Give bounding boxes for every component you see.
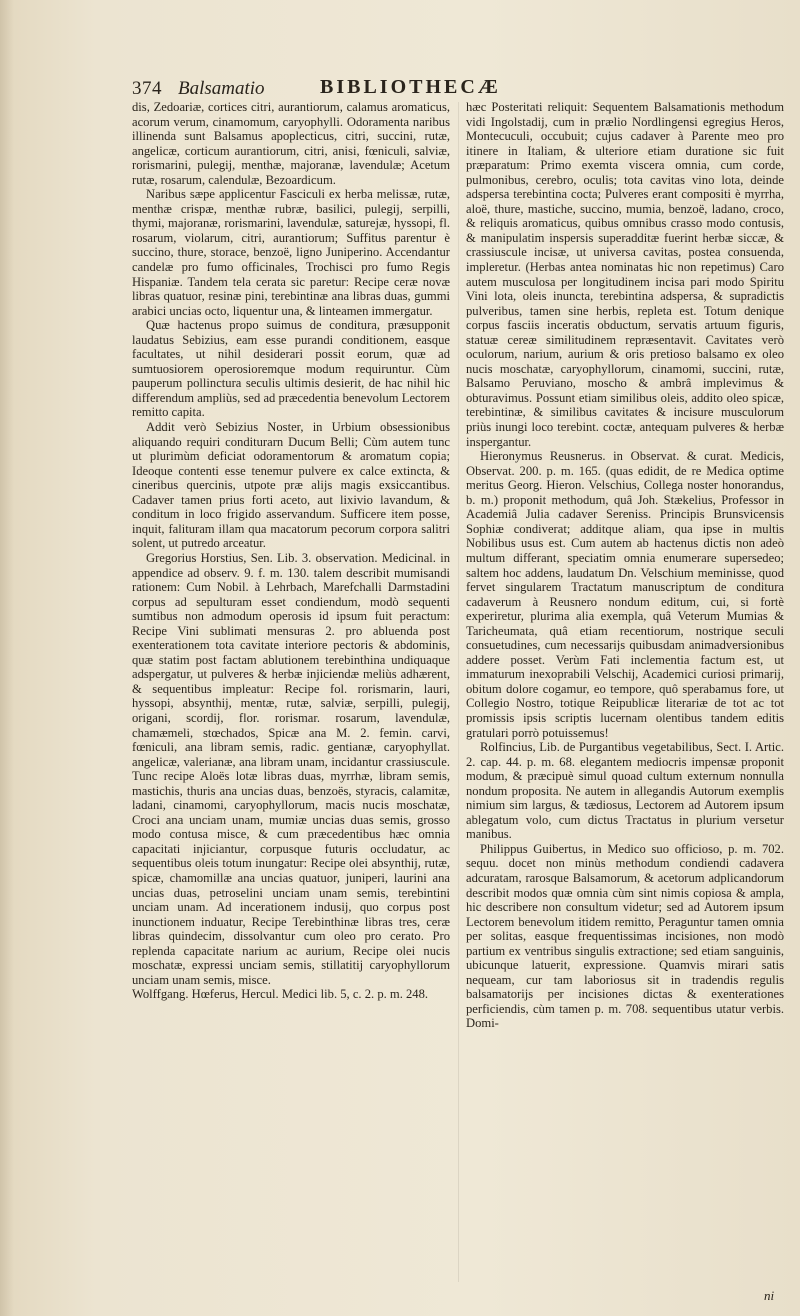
catchword xyxy=(764,1288,790,1302)
right-paragraph-1: hæc Posteritati reliquit: Sequentem Balsamationis methodum vidi Ingolstadij, cum in prælio Nordlingensi egregius Heros, Montecuculi, occubuit; cujus cadaver à Parente meo pro itinere in Italiam, & ulteriore etiam duratione sic fuit præparatum: Primo exemta viscera omnia, cum corde, pulmonibus, cerebro, oculis; tota cavitas vino lota, deinde adspersa terebintina cocta; Pulveres erant compositi è myrrha, aloë, thure, mastiche, succino, mumia, benzoë, ladano, croco, & reliquis aromaticus, quibus omnibus crasso modo contusis, & manipulatim inspersis superadditæ fuerint herbæ siccæ, & crassiuscule incisæ, ut universa cavitas, postea consuenda, impleretur. (Herbas antea nominatas hic non repetimus) Caro autem musculosa per longitudinem incisa pari modo Spiritu Vini lota, oleis inuncta, terebintina adspersa, & supradictis pulveribus, tamen sine herbis, repleta est. Totum denique corpus fasciis inceratis obductum, servatis artuum figuris, statuæ cereæ similitudinem repræsentavit. Cavitates verò oculorum, narium, aurium & oris pretioso balsamo ex oleo nucis moschatæ, caryophyllorum, cinamomi, succini, rutæ, Balsamo Peruviano, moscho & ambrâ implevimus & obturavimus. Possunt etiam similibus oleis, addito oleo spicæ, terebintinæ, & similibus cavitates & incisure musculorum priùs inungi loco terebint. coctæ, antequam pulveres & herbæ inspergantur. xyxy=(466,100,784,449)
right-paragraph-4: Philippus Guibertus, in Medico suo officioso, p. m. 702. sequu. docet non minùs methodum condiendi cadavera adcuratam, rarosque Balsamorum, & acetorum adplicandorum describit modos quæ omnia cùm sint nimis copiosa & ampla, hic describere non consultum videtur; sed ad Autorem ipsum Lectorem benevolum itidem remitto, Peraguntur tamen omnia per solitas, easque frequentissimas incisiones, non modò partium ex ventribus singulis extractione; sed etiam sanguinis, ubicunque latuerit, expressione. Quamvis mirari satis nequeam, cur tam laboriosus sit in tradendis regulis balsamatorijs per incisiones dictas & exenterationes perficiendis, cùm tamen p. m. 708. sequentibus utatur verbis. Domi- xyxy=(466,841,784,1031)
column-gutter xyxy=(458,102,459,1282)
left-paragraph-4: Addit verò Sebizius Noster, in Urbium obsessionibus aliquando requiri conditurarn Ducum Belli; Cùm autem tunc ut plurimùm deficiat odoramentorum & aromatum copia; Ideoque contenti esse tenemur pulvere ex calce extincta, & cineribus quercinis, utpote præ alijs magis exsiccantibus. Cadaver tamen prius forti aceto, aut lixivio lavandum, & conditum in loco frigido asservandum. Sufficere item posse, inquit, falituram illam qua macatorum pecorum corpora salitri solent, ut putredo arceatur. xyxy=(132,420,450,551)
page-number: 374 xyxy=(132,78,162,99)
right-paragraph-2: Hieronymus Reusnerus. in Observat. & curat. Medicis, Observat. 200. p. m. 165. (quas edidit, de re Medica optime meritus Georg. Hieron. Velschius, Collega noster honorandus, b. m.) proponit methodum, quâ Joh. Stækelius, Professor in Academiâ Julia cadaver Sereniss. Principis Brunsvicensis Sophiæ condiverat; additque aliam, qua ipse in multis Nobilibus usus est. Cum autem ab hactenus dictis non adeò multum differant, speciatim omnia enumerare supersedeo; saltem hoc addens, laudatum Dn. Velschium meminisse, quod fervet singularem Tractatum manuscriptum de conditura cadaverum à Reusnero nondum editum, cui, si fortè experiretur, plurima alia exempla, quâ Veterum Mumias & Taricheumata, quâ etiam recentiorum, nostrique seculi consuetudines, cum necessarijs quibusdam animadversionibus addere posset. Verùm Fati inclementia factum est, ut immaturum inexoprabili Velschij, Academici curiosi primarij, obitum dolore cogamur, eo tempore, quô sperabamus fore, ut Collegio Nostro, totique Reipublicæ literariæ de tot ac tot promissis ipsis scriptis lucernam olentibus tandem editis gratulari porrò potuissemus! xyxy=(466,449,784,740)
left-column xyxy=(132,100,450,1002)
left-paragraph-6: Wolffgang. Hœferus, Hercul. Medici lib. 5, c. 2. p. m. 248. xyxy=(132,987,429,1002)
left-paragraph-5: Gregorius Horstius, Sen. Lib. 3. observation. Medicinal. in appendice ad observ. 9. f. m. 130. talem describit mumisandi rationem: Cum Nobil. à Lehrbach, Marefchalli Darmstadini corpus ad sepulturam esset condiendum, modò sequenti sumtibus non admodum operosis id ipsum fuit peractum: Recipe Vini sublimati mensuras 2. pro abluenda post exenterationem tota cavitate interiore pectoris & abdominis, quæ statim post factam ablutionem terebinthina undiquaque adspergatur, ut pulveres & herbæ injiciendæ meliùs adhærent, & sequentibus impleatur: Recipe fol. rorismarin, lauri, hyssopi, absynthij, mentæ, rutæ, salviæ, serpilli, pulegij, origani, scordij, flor. rorismar. rosarum, lavendulæ, chamæmeli, stœchados, Spicæ ana M. 2. femin. carvi, fœniculi, ana libram semis, radic. gentianæ, caryophyllat. angelicæ, valerianæ, ana libram unam, incidantur crassiuscule. Tunc recipe Aloës lotæ libras duas, myrrhæ, libram semis, mastichis, thuris ana uncias duas, benzoës, styracis, calamitæ, ladani, cinamomi, caryophyllorum, macis nucis moschatæ, Croci ana unciam unam, mumiæ uncias duas semis, grosso modo contusa misce, & cum præcedentibus hæc omnia capacitati injiciantur, corpusque futuris occludatur, ac sequentibus oleis totum inungatur: Recipe olei absynthij, rutæ, spicæ, chamomillæ ana uncias quatuor, juniperi, laurini ana uncias duas, petroselini unciam unam semis, terebintini unciam unam. Ad incerationem indusij, quo corpus post inunctionem induatur, Recipe Terebinthinæ libras tres, ceræ libras quindecim, dissolvantur cum oleo pro cerato. Pro replenda capacitate narium ac aurium, Recipe olei nucis moschatæ, expressi unciam semis, stillatitij caryophyllorum unciam unam semis, misce. xyxy=(132,550,450,987)
page-edge-shadow xyxy=(0,0,14,1316)
section-title: BIBLIOTHECÆ xyxy=(320,76,501,98)
left-paragraph-3: Quæ hactenus propo suimus de conditura, præsupponit laudatus Sebizius, eam esse purandi conditionem, easque facultates, ut nihil desiderari possit eorum, quæ ad sumtuosiorem operosioremque modum requiruntur. Cùm pauperum pollinctura seculis ultimis desierit, de hac nihil hic differendum ampliùs, sed ad præcedentia benevolum Lectorem remitto capita. xyxy=(132,318,450,420)
right-column xyxy=(466,100,784,1031)
left-paragraph-1: dis, Zedoariæ, cortices citri, aurantiorum, calamus aromaticus, acorum verum, cinamomum, caryophylli. Odoramenta naribus illinenda sunt Balsamus apoplecticus, citri, succini, rutæ, angelicæ, corticum aurantiorum, citri, anisi, fœniculi, salviæ, rorismarini, pulegij, menthæ, majoranæ, lavendulæ; Acetum rutæ, rosarum, calendulæ, Bezoardicum. xyxy=(132,100,450,187)
right-paragraph-3: Rolfincius, Lib. de Purgantibus vegetabilibus, Sect. I. Artic. 2. cap. 44. p. m. 68. elegantem mediocris impensæ proponit modum, & præcipuè simul quoad cultum externum nonnulla nondum proposita. Ne autem in allegandis Autorum exemplis nimium sim largus, & tædiosus, Lectorem ad Autorem ipsum ablegatum volo, cum dictus Tractatus in plurium versetur manibus. xyxy=(466,740,784,842)
running-title: Balsamatio xyxy=(178,78,265,99)
catchword-text: ni xyxy=(764,1288,775,1303)
left-paragraph-2: Naribus sæpe applicentur Fasciculi ex herba melissæ, rutæ, menthæ crispæ, menthæ rubræ, basilici, pulegij, serpilli, thymi, majoranæ, rorismarini, lavendulæ, saturejæ, hyssopi, fl. rosarum, violarum, citri, aurantiorum; Suffitus parentur è succino, thure, storace, benzoë, ligno Juniperino. Accendantur candelæ pro fumo officinales, Trochisci pro fumo Regis Hispaniæ. Tandem tela cerata sic paretur: Recipe ceræ novæ libras quatuor, resinæ pini, terebintinæ ana libras duas, gummi arabici uncias octo, liquentur una, & linteamen immergatur. xyxy=(132,187,450,318)
